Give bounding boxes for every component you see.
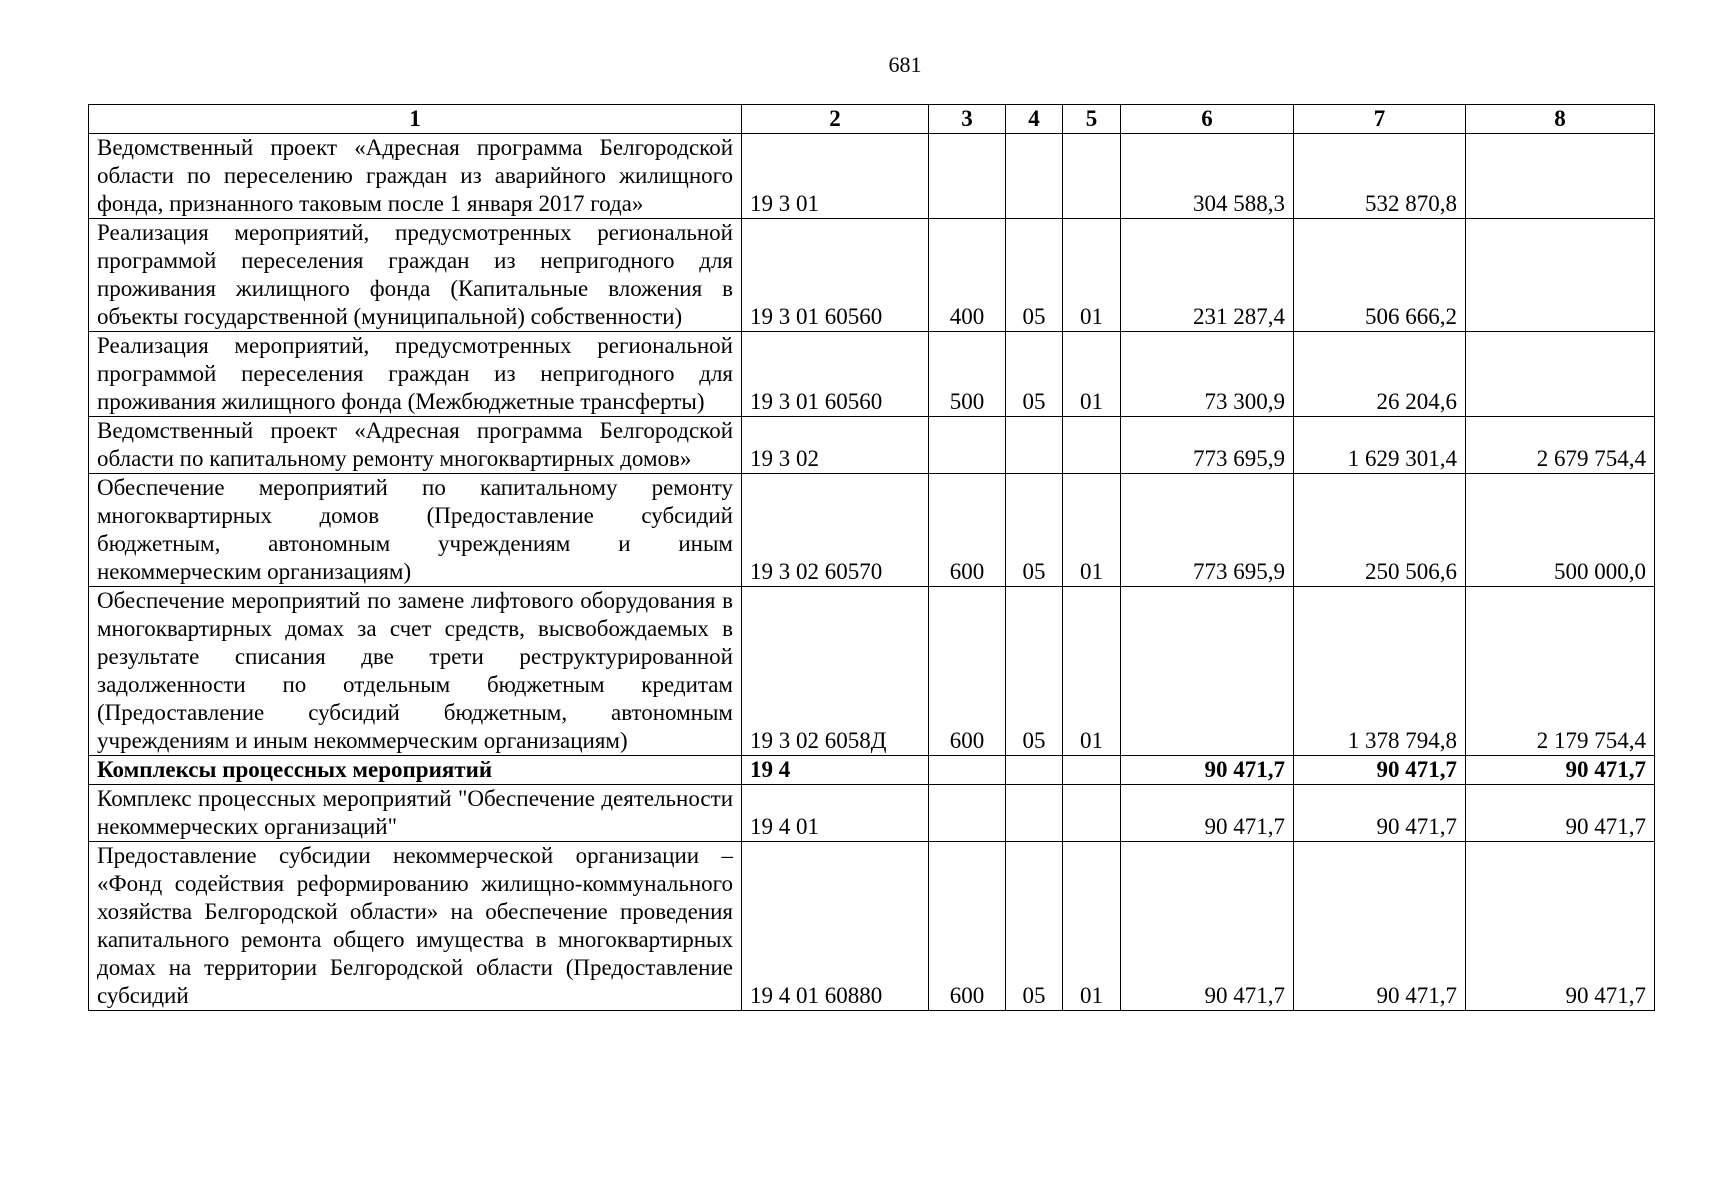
amount-col-6: 304 588,3 — [1121, 134, 1294, 219]
column-header: 3 — [929, 105, 1006, 134]
amount-col-6: 90 471,7 — [1121, 842, 1294, 1011]
column-header: 1 — [89, 105, 742, 134]
column-header: 8 — [1466, 105, 1655, 134]
amount-col-6: 773 695,9 — [1121, 417, 1294, 474]
section: 05 — [1006, 332, 1063, 417]
amount-col-7: 90 471,7 — [1294, 842, 1466, 1011]
item-name: Обеспечение мероприятий по капитальному ремонту многоквартирных домов (Предоставление субсидий бюджетным, автономным учреждениям и иным некоммерческим организациям) — [89, 474, 742, 587]
subsection: 01 — [1063, 842, 1121, 1011]
amount-col-6: 90 471,7 — [1121, 756, 1294, 785]
amount-col-8 — [1466, 332, 1655, 417]
expense-type: 600 — [929, 474, 1006, 587]
table-row — [89, 474, 1655, 587]
section — [1006, 417, 1063, 474]
amount-col-7: 1 378 794,8 — [1294, 587, 1466, 756]
amount-col-8: 500 000,0 — [1466, 474, 1655, 587]
target-code: 19 3 01 — [742, 134, 929, 219]
table-row — [89, 219, 1655, 332]
amount-col-7: 90 471,7 — [1294, 785, 1466, 842]
amount-col-7: 1 629 301,4 — [1294, 417, 1466, 474]
column-header: 5 — [1063, 105, 1121, 134]
section: 05 — [1006, 842, 1063, 1011]
expense-type: 600 — [929, 842, 1006, 1011]
amount-col-7: 90 471,7 — [1294, 756, 1466, 785]
expense-type — [929, 756, 1006, 785]
subsection: 01 — [1063, 474, 1121, 587]
header-row — [89, 105, 1655, 134]
table-row — [89, 785, 1655, 842]
expense-type: 400 — [929, 219, 1006, 332]
expense-type: 600 — [929, 587, 1006, 756]
subsection — [1063, 134, 1121, 219]
table-row — [89, 134, 1655, 219]
subsection — [1063, 417, 1121, 474]
item-name: Обеспечение мероприятий по замене лифтового оборудования в многоквартирных домах за счет средств, высвобождаемых в результате списания две трети реструктурированной задолженности по отдельным бюджетным кредитам (Предоставление субсидий бюджетным, автономным учреждениям и иным некоммерческим организациям) — [89, 587, 742, 756]
expense-type — [929, 785, 1006, 842]
section: 05 — [1006, 474, 1063, 587]
target-code: 19 4 01 — [742, 785, 929, 842]
table-row — [89, 417, 1655, 474]
column-header: 6 — [1121, 105, 1294, 134]
target-code: 19 4 01 60880 — [742, 842, 929, 1011]
section — [1006, 785, 1063, 842]
item-name: Реализация мероприятий, предусмотренных региональной программой переселения граждан из непригодного для проживания жилищного фонда (Капитальные вложения в объекты государственной (муниципальной) собственности) — [89, 219, 742, 332]
section: 05 — [1006, 587, 1063, 756]
subsection: 01 — [1063, 332, 1121, 417]
item-name: Ведомственный проект «Адресная программа Белгородской области по переселению граждан из аварийного жилищного фонда, признанного таковым после 1 января 2017 года» — [89, 134, 742, 219]
column-header: 7 — [1294, 105, 1466, 134]
item-name: Реализация мероприятий, предусмотренных региональной программой переселения граждан из непригодного для проживания жилищного фонда (Межбюджетные трансферты) — [89, 332, 742, 417]
item-name: Предоставление субсидии некоммерческой организации – «Фонд содействия реформированию жилищно-коммунального хозяйства Белгородской области» на обеспечение проведения капитального ремонта общего имущества в многоквартирных домах на территории Белгородской области (Предоставление субсидий — [89, 842, 742, 1011]
expense-type: 500 — [929, 332, 1006, 417]
section — [1006, 134, 1063, 219]
budget-table — [88, 104, 1655, 1011]
table-row — [89, 587, 1655, 756]
target-code: 19 3 02 — [742, 417, 929, 474]
amount-col-8: 2 679 754,4 — [1466, 417, 1655, 474]
item-name: Ведомственный проект «Адресная программа Белгородской области по капитальному ремонту многоквартирных домов» — [89, 417, 742, 474]
table-row-subtotal — [89, 756, 1655, 785]
amount-col-7: 532 870,8 — [1294, 134, 1466, 219]
amount-col-8: 90 471,7 — [1466, 756, 1655, 785]
amount-col-6: 73 300,9 — [1121, 332, 1294, 417]
target-code: 19 4 — [742, 756, 929, 785]
amount-col-7: 26 204,6 — [1294, 332, 1466, 417]
section: 05 — [1006, 219, 1063, 332]
amount-col-6: 231 287,4 — [1121, 219, 1294, 332]
section — [1006, 756, 1063, 785]
amount-col-8: 90 471,7 — [1466, 785, 1655, 842]
amount-col-6: 773 695,9 — [1121, 474, 1294, 587]
amount-col-8: 2 179 754,4 — [1466, 587, 1655, 756]
subsection: 01 — [1063, 219, 1121, 332]
amount-col-8: 90 471,7 — [1466, 842, 1655, 1011]
subsection: 01 — [1063, 587, 1121, 756]
amount-col-8 — [1466, 134, 1655, 219]
column-header: 4 — [1006, 105, 1063, 134]
table-row — [89, 842, 1655, 1011]
expense-type — [929, 417, 1006, 474]
target-code: 19 3 02 60570 — [742, 474, 929, 587]
amount-col-7: 250 506,6 — [1294, 474, 1466, 587]
amount-col-6 — [1121, 587, 1294, 756]
item-name: Комплекс процессных мероприятий "Обеспечение деятельности некоммерческих организаций" — [89, 785, 742, 842]
page-number: 681 — [888, 52, 922, 77]
subsection — [1063, 756, 1121, 785]
target-code: 19 3 01 60560 — [742, 332, 929, 417]
target-code: 19 3 02 6058Д — [742, 587, 929, 756]
amount-col-6: 90 471,7 — [1121, 785, 1294, 842]
subsection — [1063, 785, 1121, 842]
amount-col-7: 506 666,2 — [1294, 219, 1466, 332]
table-row — [89, 332, 1655, 417]
amount-col-8 — [1466, 219, 1655, 332]
target-code: 19 3 01 60560 — [742, 219, 929, 332]
column-header: 2 — [742, 105, 929, 134]
expense-type — [929, 134, 1006, 219]
item-name: Комплексы процессных мероприятий — [89, 756, 742, 785]
